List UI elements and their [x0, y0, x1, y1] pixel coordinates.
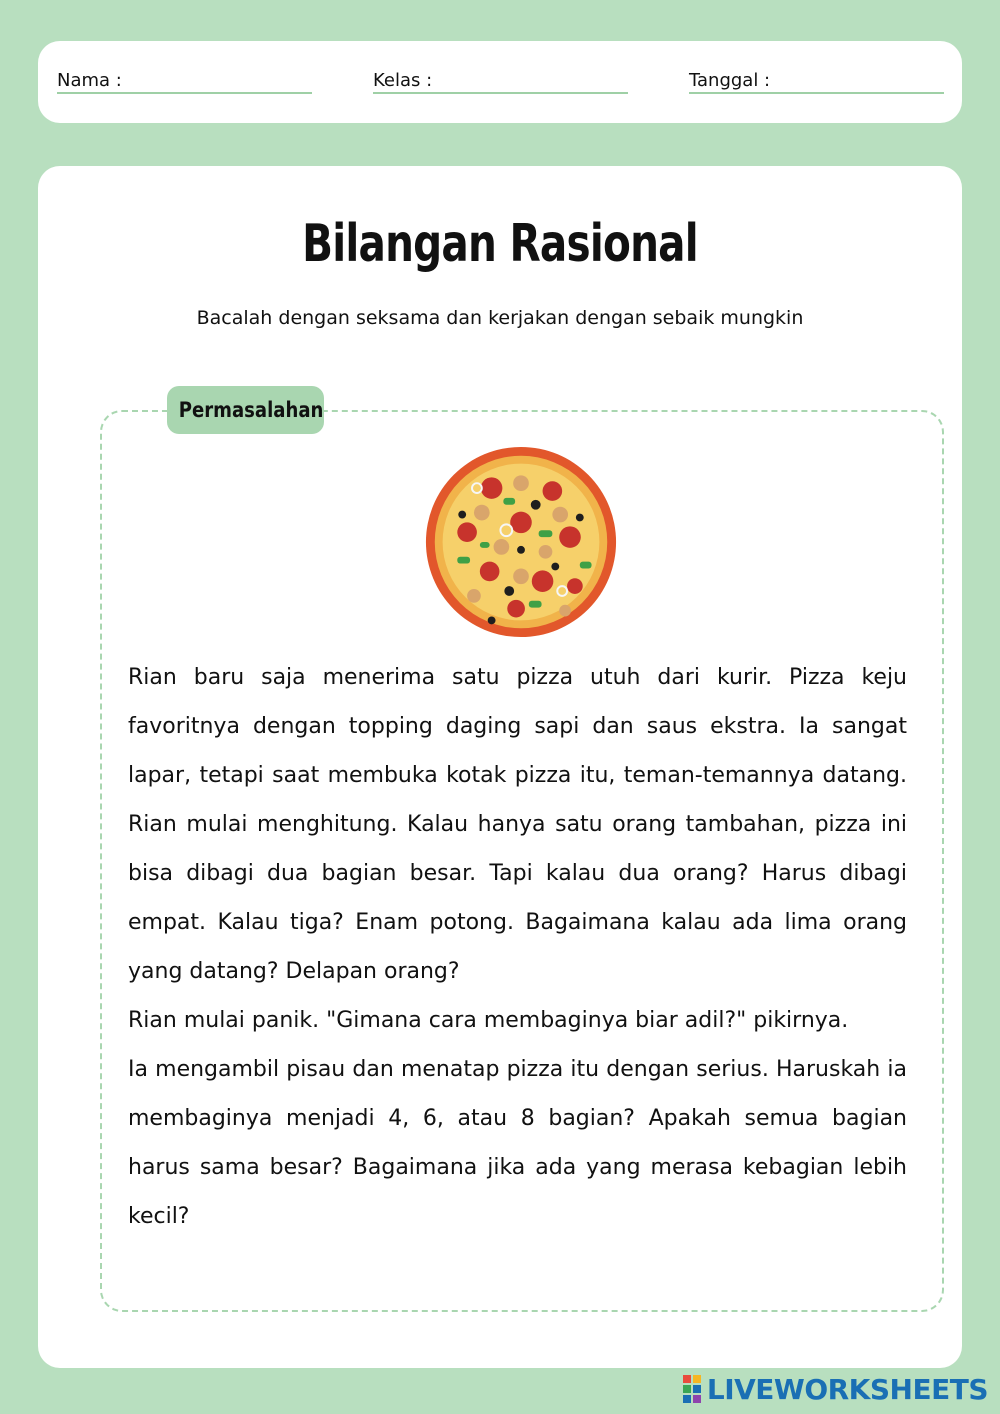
date-field[interactable]	[689, 68, 944, 94]
logo-mark-icon	[683, 1375, 701, 1403]
story-paragraph: Ia mengambil pisau dan menatap pizza itu dengan serius. Haruskah ia membaginya menjadi 4, 6, atau 8 bagian? Apakah semua bagian harus sama besar? Bagaimana jika ada yang merasa kebagian lebih kecil?	[128, 1057, 907, 1229]
class-field[interactable]	[373, 68, 628, 94]
worksheet-card	[38, 166, 962, 1368]
problem-story	[128, 653, 907, 1241]
name-field[interactable]	[57, 68, 312, 94]
pizza-illustration	[423, 444, 619, 640]
problem-label: Permasalahan	[178, 398, 324, 422]
problem-label-tag	[167, 386, 324, 434]
name-label: Nama :	[57, 70, 122, 91]
liveworksheets-logo[interactable]	[683, 1372, 988, 1406]
date-label: Tanggal :	[689, 70, 771, 91]
worksheet-subtitle: Bacalah dengan seksama dan kerjakan dengan sebaik mungkin	[196, 307, 804, 329]
logo-text: LIVEWORKSHEETS	[706, 1372, 988, 1406]
worksheet-title: Bilangan Rasional	[302, 214, 698, 274]
class-label: Kelas :	[373, 70, 433, 91]
student-info-card	[38, 41, 962, 123]
story-paragraph: Rian mulai panik. "Gimana cara membaginya biar adil?" pikirnya.	[128, 1008, 849, 1033]
story-paragraph: Rian baru saja menerima satu pizza utuh dari kurir. Pizza keju favoritnya dengan topping daging sapi dan saus ekstra. Ia sangat lapar, tetapi saat membuka kotak pizza itu, teman-temannya datang. Rian mulai menghitung. Kalau hanya satu orang tambahan, pizza ini bisa dibagi dua bagian besar. Tapi kalau dua orang? Harus dibagi empat. Kalau tiga? Enam potong. Bagaimana kalau ada lima orang yang datang? Delapan orang?	[128, 665, 907, 984]
